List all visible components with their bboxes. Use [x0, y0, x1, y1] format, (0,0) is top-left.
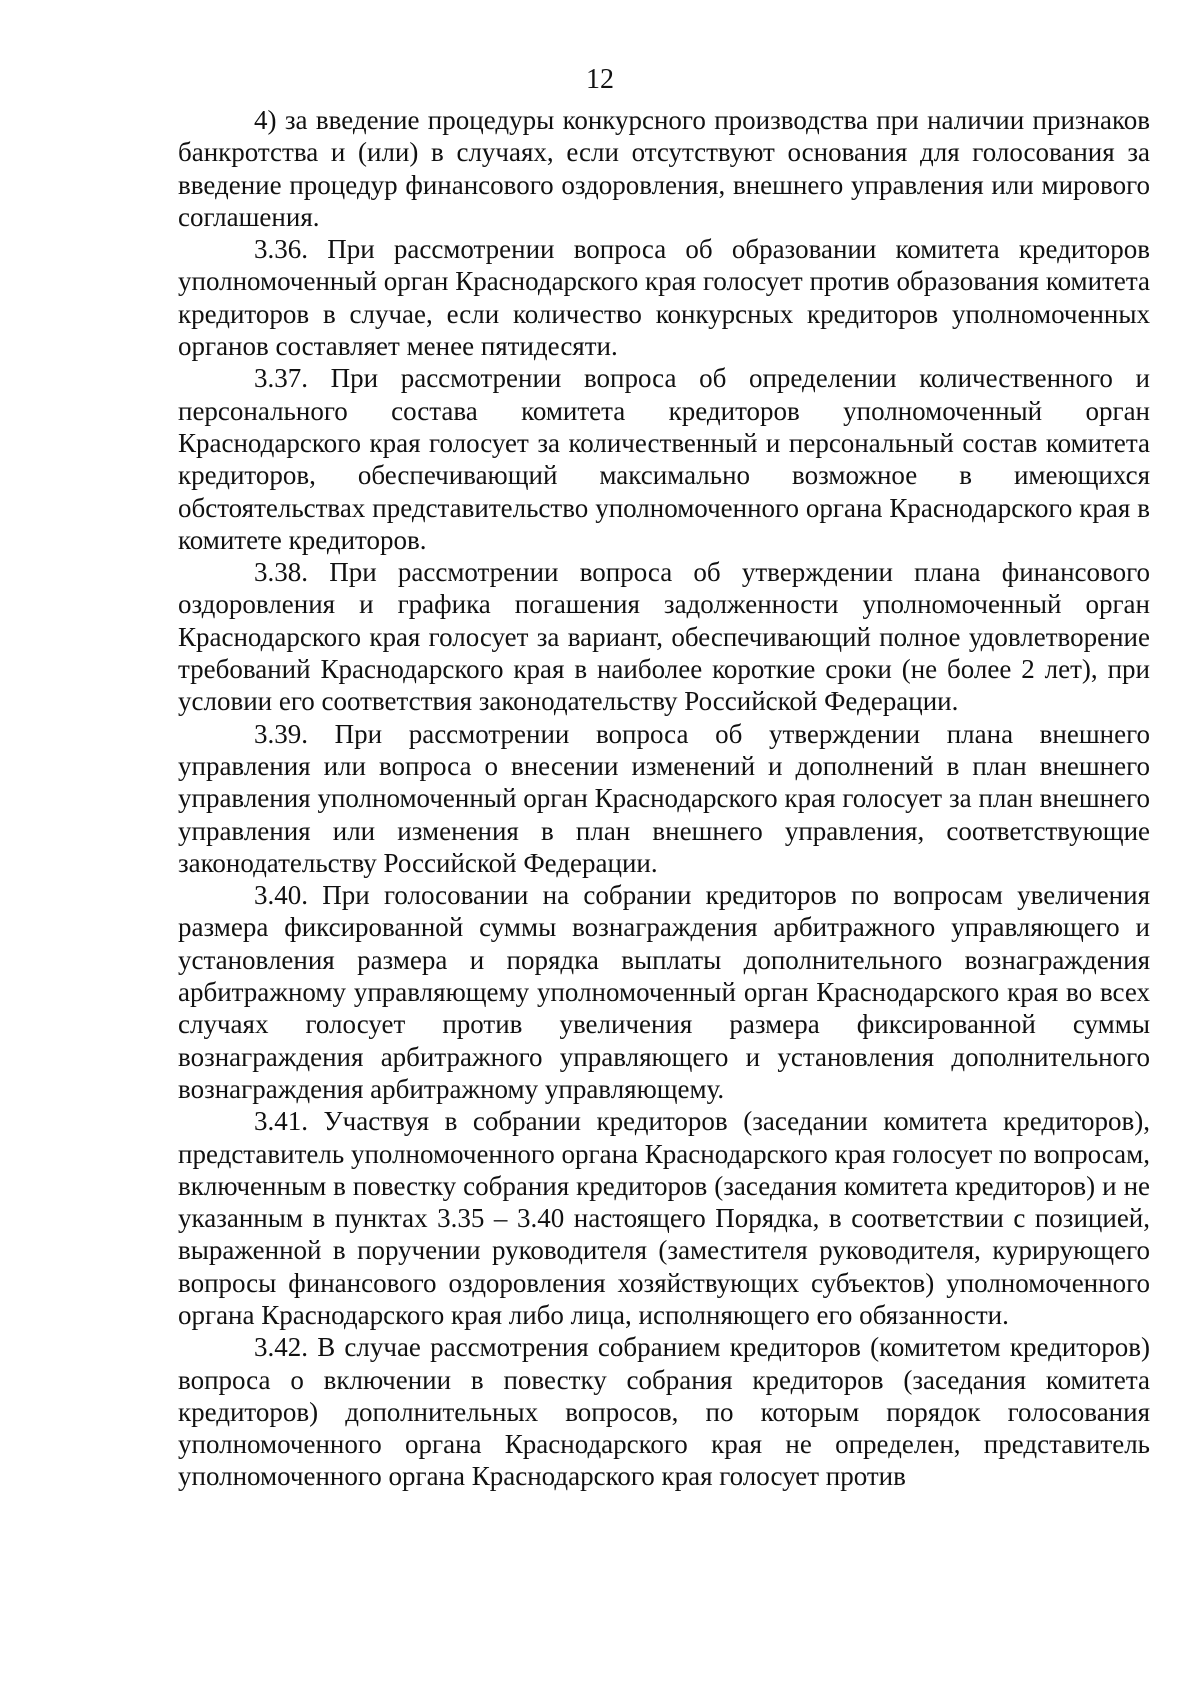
document-body [178, 104, 1150, 1493]
paragraph-3-36: 3.36. При рассмотрении вопроса об образовании комитета кредиторов уполномоченный орган Краснодарского края голосует против образования комитета кредиторов в случае, если количество конкурсных кредиторов уполномоченных органов составляет менее пятидесяти. [178, 234, 1150, 362]
paragraph-3-40: 3.40. При голосовании на собрании кредиторов по вопросам увеличения размера фиксированной суммы вознаграждения арбитражного управляющего и установления размера и порядка выплаты дополнительного вознаграждения арбитражному управляющему уполномоченный орган Краснодарского края во всех случаях голосует против увеличения размера фиксированной суммы вознаграждения арбитражного управляющего и установления дополнительного вознаграждения арбитражному управляющему. [178, 880, 1150, 1104]
paragraph-3-38: 3.38. При рассмотрении вопроса об утверждении плана финансового оздоровления и графика погашения задолженности уполномоченный орган Краснодарского края голосует за вариант, обеспечивающий полное удовлетворение требований Краснодарского края в наиболее короткие сроки (не более 2 лет), при условии его соответствия законодательству Российской Федерации. [178, 557, 1150, 717]
paragraph-item-4: 4) за введение процедуры конкурсного производства при наличии признаков банкротства и (или) в случаях, если отсутствуют основания для голосования за введение процедур финансового оздоровления, внешнего управления или мирового соглашения. [178, 105, 1150, 232]
page-number: 12 [586, 64, 614, 95]
paragraph-3-39: 3.39. При рассмотрении вопроса об утверждении плана внешнего управления или вопроса о внесении изменений и дополнений в план внешнего управления уполномоченный орган Краснодарского края голосует за план внешнего управления или изменения в план внешнего управления, соответствующие законодательству Российской Федерации. [178, 718, 1150, 878]
paragraph-3-42: 3.42. В случае рассмотрения собранием кредиторов (комитетом кредиторов) вопроса о включении в повестку собрания кредиторов (заседания комитета кредиторов) дополнительных вопросов, по которым порядок голосования уполномоченного органа Краснодарского края не определен, представитель уполномоченного органа Краснодарского края голосует против [178, 1332, 1150, 1492]
paragraph-3-37: 3.37. При рассмотрении вопроса об определении количественного и персонального состава комитета кредиторов уполномоченный орган Краснодарского края голосует за количественный и персональный состав комитета кредиторов, обеспечивающий максимально возможное в имеющихся обстоятельствах представительство уполномоченного органа Краснодарского края в комитете кредиторов. [178, 363, 1150, 555]
paragraph-3-41: 3.41. Участвуя в собрании кредиторов (заседании комитета кредиторов), представитель уполномоченного органа Краснодарского края голосует по вопросам, включенным в повестку собрания кредиторов (заседания комитета кредиторов) и не указанным в пунктах 3.35 – 3.40 настоящего Порядка, в соответствии с позицией, выраженной в поручении руководителя (заместителя руководителя, курирующего вопросы финансового оздоровления хозяйствующих субъектов) уполномоченного органа Краснодарского края либо лица, исполняющего его обязанности. [178, 1106, 1150, 1330]
